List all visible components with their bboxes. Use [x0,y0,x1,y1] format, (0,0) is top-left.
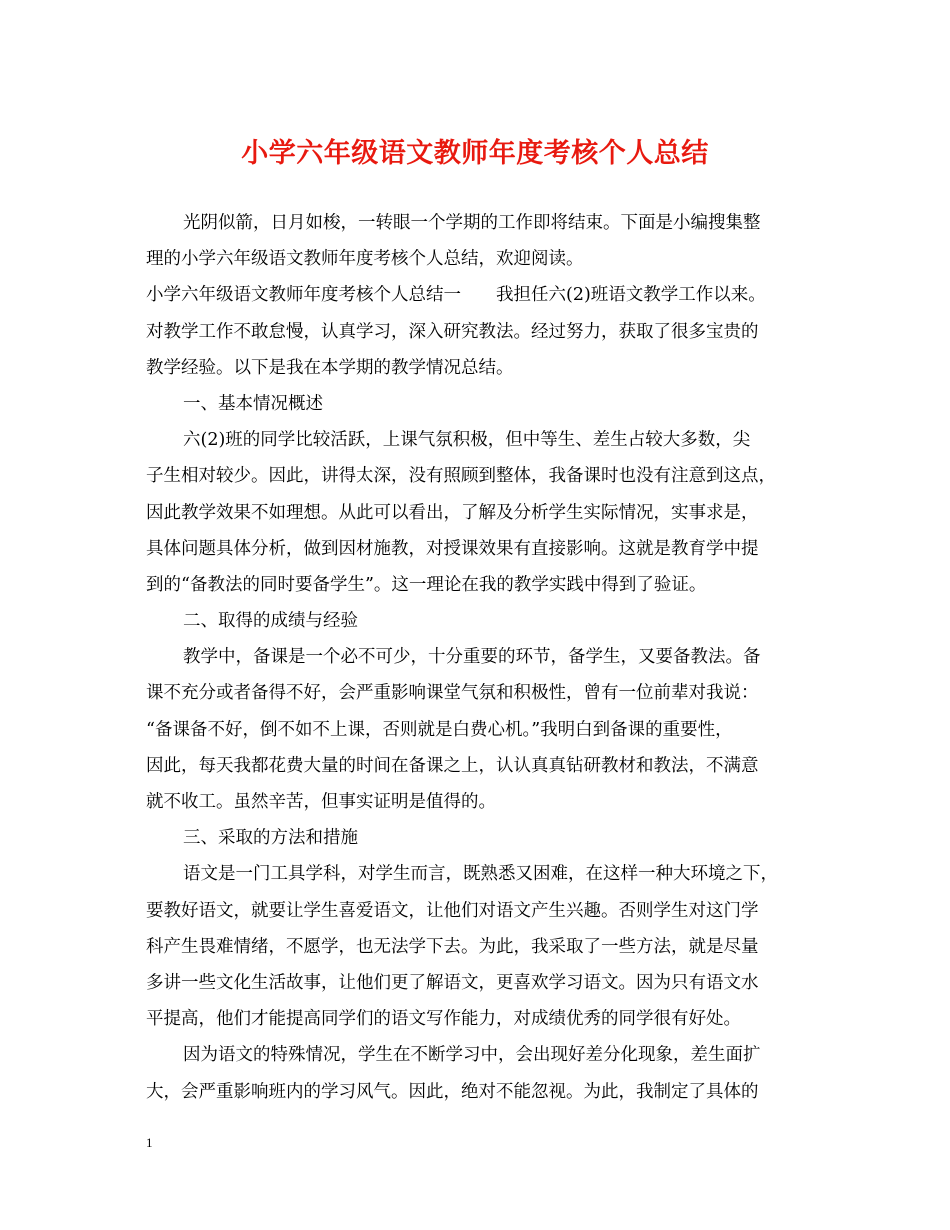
text-line: 子生相对较少。因此，讲得太深，没有照顾到整体，我备课时也没有注意到这点， [146,466,776,487]
text-line: 教学经验。以下是我在本学期的教学情况总结。 [146,357,514,378]
text-line: 要教好语文，就要让学生喜爱语文，让他们对语文产生兴趣。否则学生对这门学 [146,900,759,921]
text-line: 因为语文的特殊情况，学生在不断学习中，会出现好差分化现象，差生面扩 [183,1045,761,1066]
text-line: 语文是一门工具学科，对学生而言，既熟悉又困难，在这样一种大环境之下， [183,864,778,885]
text-line: 平提高，他们才能提高同学们的语文写作能力，对成绩优秀的同学很有好处。 [146,1009,741,1030]
text-line: 三、采取的方法和措施 [183,828,358,849]
text-line: 因此教学效果不如理想。从此可以看出，了解及分析学生实际情况，实事求是， [146,502,759,523]
text-line: 科产生畏难情绪，不愿学，也无法学下去。为此，我采取了一些方法，就是尽量 [146,936,759,957]
page-number: 1 [146,1135,153,1150]
text-line: 多讲一些文化生活故事，让他们更了解语文，更喜欢学习语文。因为只有语文水 [146,972,759,993]
text-line: 就不收工。虽然辛苦，但事实证明是值得的。 [146,792,496,812]
document-body [146,205,806,1110]
text-line: “备课备不好，倒不如不上课，否则就是白费心机。”我明白到备课的重要性， [146,719,733,740]
text-line: 光阴似箭，日月如梭，一转眼一个学期的工作即将结束。下面是小编搜集整 [183,213,761,233]
text-line: 对教学工作不敢怠慢，认真学习，深入研究教法。经过努力，获取了很多宝贵的 [146,321,759,342]
text-line: 二、取得的成绩与经验 [183,611,358,632]
text-line: 一、基本情况概述 [183,393,323,414]
text-line: 教学中，备课是一个必不可少，十分重要的环节，备学生，又要备教法。备 [183,647,761,668]
text-line: 因此，每天我都花费大量的时间在备课之上，认认真真钻研教材和教法，不满意 [146,755,759,776]
text-line: 到的“备教法的同时要备学生”。这一理论在我的教学实践中得到了验证。 [146,574,707,595]
text-line: 小学六年级语文教师年度考核个人总结一 我担任六(2)班语文教学工作以来。 [146,285,766,306]
text-line: 理的小学六年级语文教师年度考核个人总结，欢迎阅读。 [146,249,584,270]
text-line: 大，会严重影响班内的学习风气。因此，绝对不能忽视。为此，我制定了具体的 [146,1081,759,1102]
text-line: 具体问题具体分析，做到因材施教，对授课效果有直接影响。这就是教育学中提 [146,538,759,559]
text-line: 六(2)班的同学比较活跃，上课气氛积极，但中等生、差生占较大多数，尖 [183,430,751,451]
text-line: 课不充分或者备得不好，会严重影响课堂气氛和积极性，曾有一位前辈对我说： [146,683,759,704]
document-title: 小学六年级语文教师年度考核个人总结 [241,138,709,169]
